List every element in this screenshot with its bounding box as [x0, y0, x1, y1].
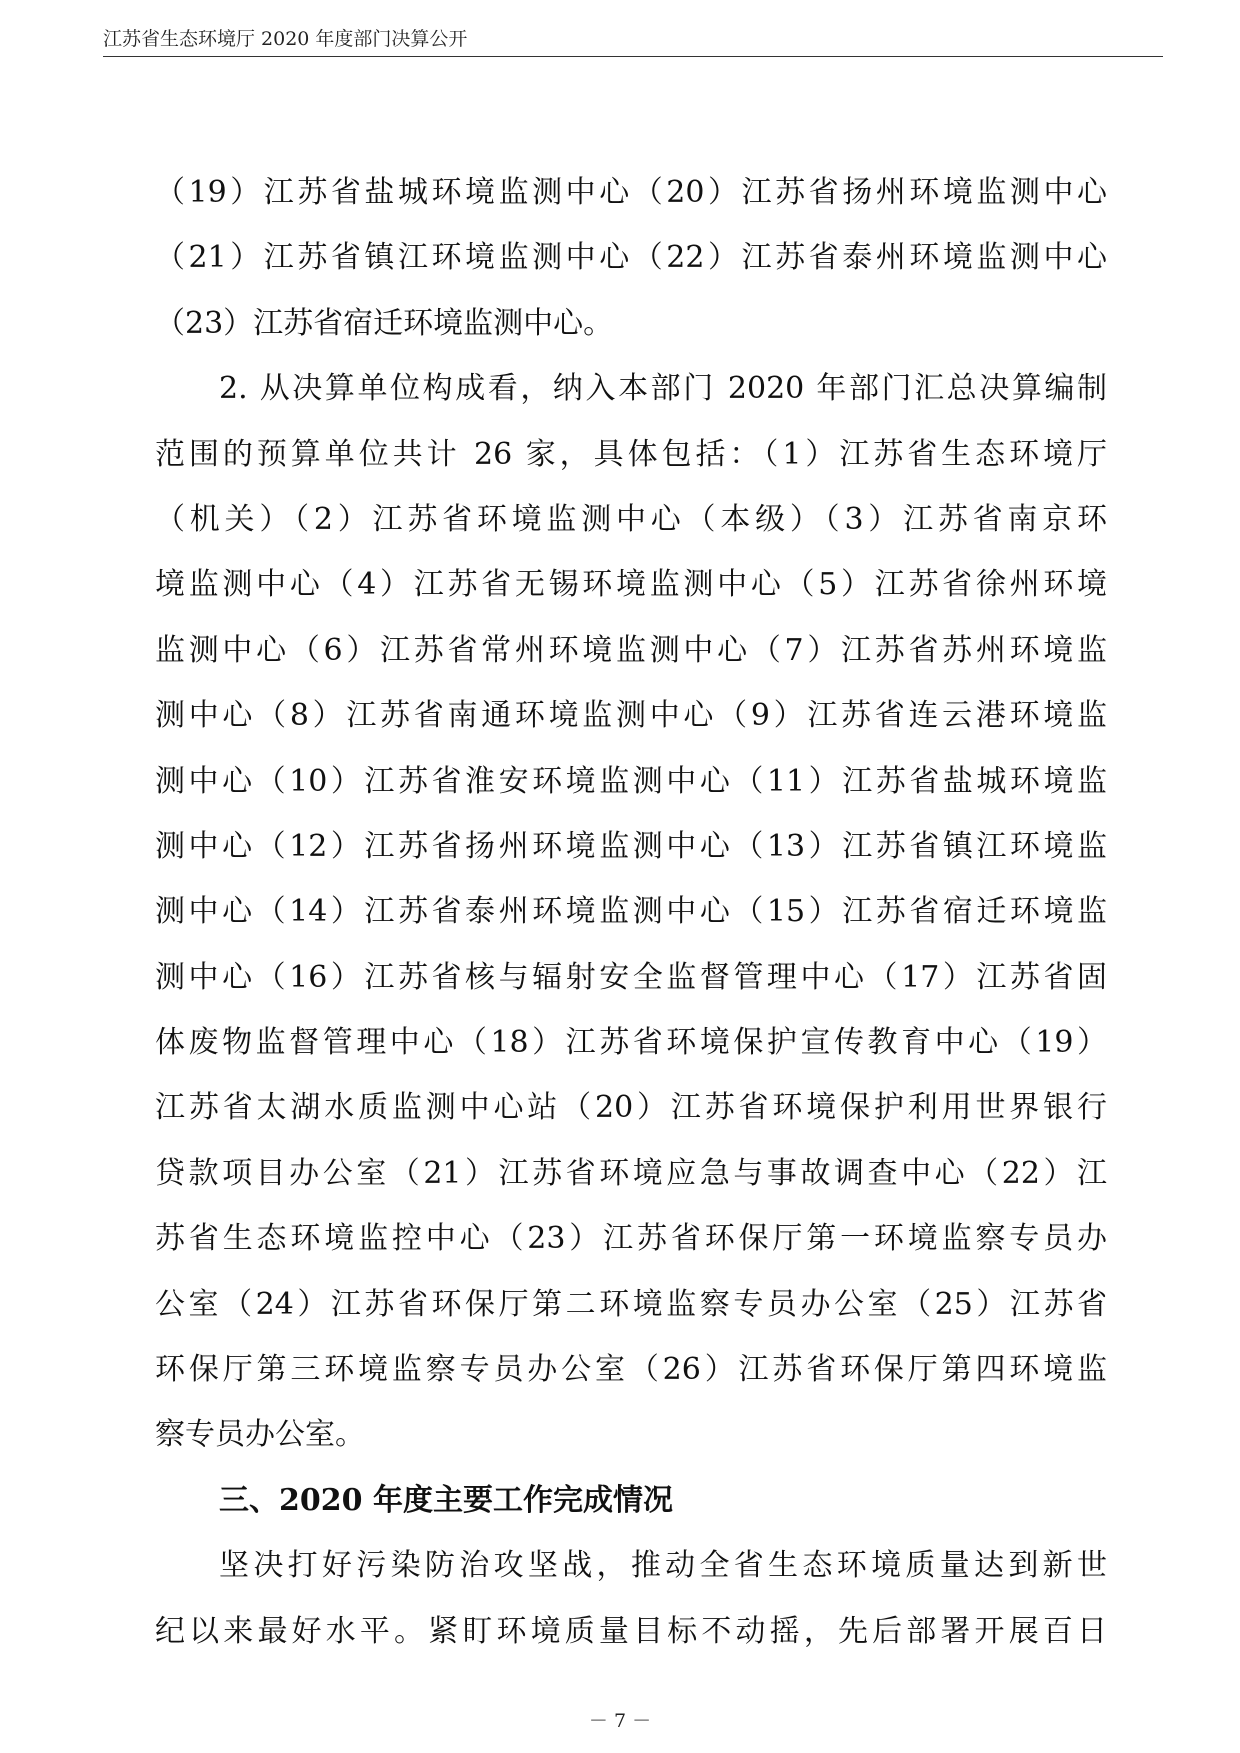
body-line: 体废物监督管理中心（18）江苏省环境保护宣传教育中心（19） — [155, 1025, 1107, 1061]
paragraph-start: 坚决打好污染防治攻坚战，推动全省生态环境质量达到新世 — [219, 1548, 1107, 1584]
body-line: 测中心（12）江苏省扬州环境监测中心（13）江苏省镇江环境监 — [155, 828, 1107, 864]
header-title: 江苏省生态环境厅 2020 年度部门决算公开 — [103, 28, 468, 50]
body-line: 苏省生态环境监控中心（23）江苏省环保厅第一环境监察专员办 — [155, 1221, 1107, 1257]
page-header — [103, 22, 1163, 57]
body-line: （21）江苏省镇江环境监测中心（22）江苏省泰州环境监测中心 — [155, 240, 1107, 276]
body-line: （机关）（2）江苏省环境监测中心（本级）（3）江苏省南京环 — [155, 501, 1107, 537]
body-line: 测中心（16）江苏省核与辐射安全监督管理中心（17）江苏省固 — [155, 959, 1107, 995]
body-line: 测中心（8）江苏省南通环境监测中心（9）江苏省连云港环境监 — [155, 698, 1107, 734]
document-body — [155, 160, 1107, 1664]
body-line: 测中心（10）江苏省淮安环境监测中心（11）江苏省盐城环境监 — [155, 763, 1107, 799]
section-heading: 三、2020 年度主要工作完成情况 — [219, 1482, 673, 1518]
body-line: 江苏省太湖水质监测中心站（20）江苏省环境保护利用世界银行 — [155, 1090, 1107, 1126]
body-line: 境监测中心（4）江苏省无锡环境监测中心（5）江苏省徐州环境 — [155, 567, 1107, 603]
body-line: 察专员办公室。 — [155, 1417, 365, 1453]
paragraph-start: 2. 从决算单位构成看，纳入本部门 2020 年部门汇总决算编制 — [219, 371, 1107, 407]
body-line: 贷款项目办公室（21）江苏省环境应急与事故调查中心（22）江 — [155, 1155, 1107, 1191]
page-number: － 7 － — [588, 1710, 652, 1732]
body-line: （23）江苏省宿迁环境监测中心。 — [155, 305, 614, 341]
body-line: 范围的预算单位共计 26 家，具体包括：（1）江苏省生态环境厅 — [155, 436, 1107, 472]
body-line: 纪以来最好水平。紧盯环境质量目标不动摇，先后部署开展百日 — [155, 1613, 1107, 1649]
body-line: 公室（24）江苏省环保厅第二环境监察专员办公室（25）江苏省 — [155, 1286, 1107, 1322]
body-line: 环保厅第三环境监察专员办公室（26）江苏省环保厅第四环境监 — [155, 1352, 1107, 1388]
body-line: 监测中心（6）江苏省常州环境监测中心（7）江苏省苏州环境监 — [155, 632, 1107, 668]
body-line: 测中心（14）江苏省泰州环境监测中心（15）江苏省宿迁环境监 — [155, 894, 1107, 930]
body-line: （19）江苏省盐城环境监测中心（20）江苏省扬州环境监测中心 — [155, 175, 1107, 210]
